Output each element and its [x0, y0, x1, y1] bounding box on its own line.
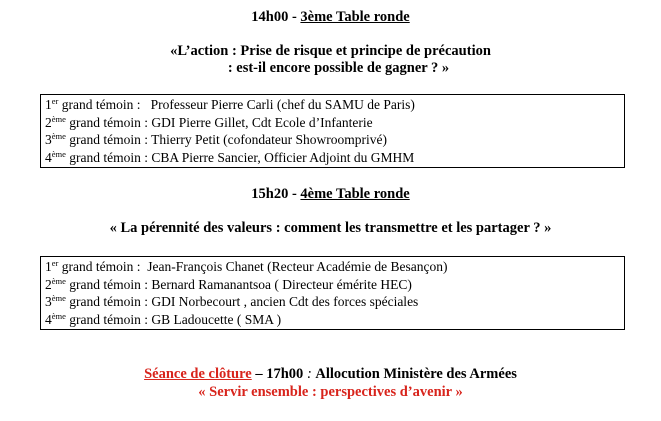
witness-name: Professeur Pierre Carli (chef du SAMU de Paris): [150, 97, 415, 112]
witness-label: grand témoin :: [65, 294, 152, 309]
witness-name: Jean-François Chanet (Recteur Académie de Besançon): [147, 259, 448, 274]
session4-title: 4ème Table ronde: [300, 186, 410, 202]
witness-row: 4ème grand témoin : GB Ladoucette ( SMA ): [45, 310, 282, 327]
witness-name: Bernard Ramanantsoa ( Directeur émérite HEC): [151, 276, 412, 292]
witness-label: grand témoin :: [65, 132, 152, 147]
witness-label: grand témoin :: [65, 114, 152, 130]
session3-quote-line1: «L’action : Prise de risque et principe de précaution: [170, 43, 491, 59]
witness-row: 1er grand témoin : Professeur Pierre Carli (chef du SAMU de Paris): [45, 96, 415, 112]
session4-heading: [0, 186, 661, 203]
session4-witness-box: [40, 256, 625, 330]
session3-quote-line2: : est-il encore possible de gagner ? »: [227, 60, 450, 76]
closing-label: Séance de clôture: [144, 366, 252, 382]
witness-label: grand témoin :: [65, 311, 152, 327]
session3-title: 3ème Table ronde: [300, 9, 410, 25]
closing-time: – 17h00: [251, 366, 307, 382]
witness-row: 3ème grand témoin : Thierry Petit (cofondateur Showroomprivé): [45, 131, 387, 147]
witness-name: GDI Pierre Gillet, Cdt Ecole d’Infanterie: [151, 114, 373, 130]
closing-colon: :: [306, 366, 316, 382]
witness-row: 2ème grand témoin : Bernard Ramanantsoa ( Directeur émérite HEC): [45, 275, 412, 292]
witness-name: CBA Pierre Sancier, Officier Adjoint du GMHM: [151, 149, 415, 165]
session3-time: 14h00 -: [251, 9, 301, 25]
witness-label: grand témoin :: [58, 259, 148, 274]
witness-name: Thierry Petit (cofondateur Showroomprivé): [151, 132, 387, 147]
closing-subtitle: « Servir ensemble : perspectives d’avenir »: [198, 384, 463, 400]
witness-row: 2ème grand témoin : GDI Pierre Gillet, Cdt Ecole d’Infanterie: [45, 113, 373, 130]
witness-label: grand témoin :: [65, 149, 152, 165]
witness-name: GDI Norbecourt , ancien Cdt des forces spéciales: [151, 294, 419, 309]
witness-row: 3ème grand témoin : GDI Norbecourt , ancien Cdt des forces spéciales: [45, 293, 419, 309]
witness-label: grand témoin :: [58, 97, 151, 112]
session4-time: 15h20 -: [251, 186, 301, 202]
witness-row: 4ème grand témoin : CBA Pierre Sancier, Officier Adjoint du GMHM: [45, 148, 415, 165]
closing-heading: [0, 366, 661, 383]
closing-allocution: Allocution Ministère des Armées: [315, 366, 517, 382]
witness-row: 1er grand témoin : Jean-François Chanet (Recteur Académie de Besançon): [45, 258, 448, 274]
session4-quote: « La pérennité des valeurs : comment les transmettre et les partager ? »: [109, 220, 552, 236]
session3-witness-box: [40, 94, 625, 168]
witness-name: GB Ladoucette ( SMA ): [151, 311, 282, 327]
witness-label: grand témoin :: [65, 276, 152, 292]
session3-heading: [0, 9, 661, 26]
